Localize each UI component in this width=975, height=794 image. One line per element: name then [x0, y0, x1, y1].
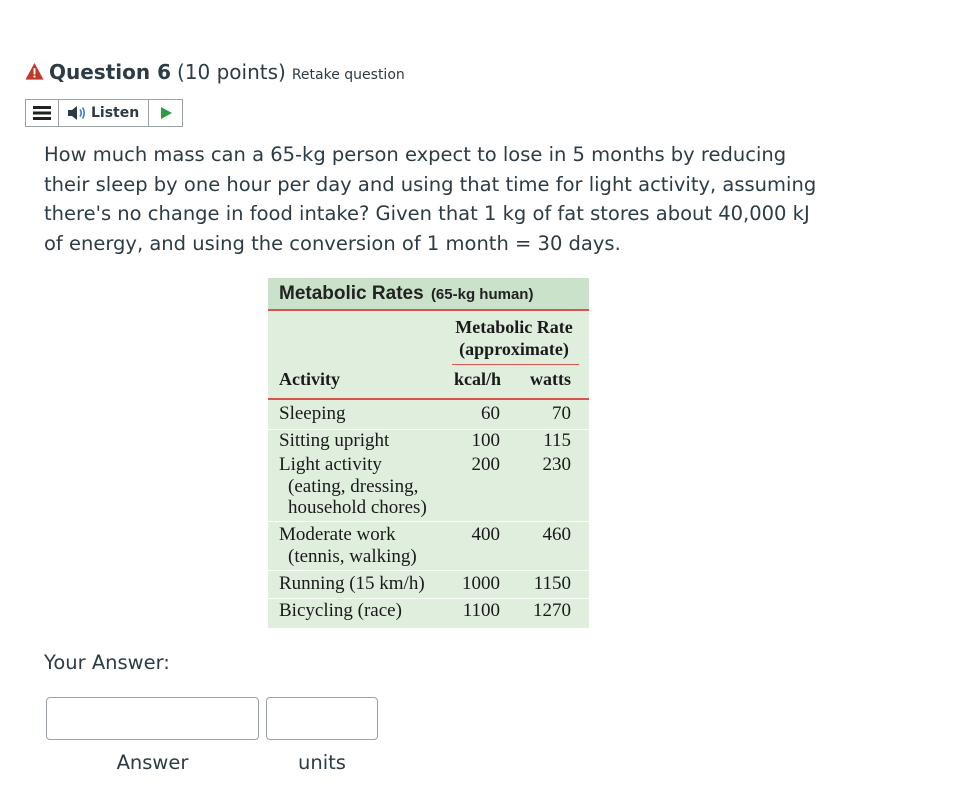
table-title-sub: (65-kg human): [430, 286, 534, 303]
rate-header-line2: (approximate): [459, 339, 569, 359]
answer-value-input[interactable]: [46, 697, 259, 740]
header-rule: [268, 398, 589, 400]
row-watts: 70: [552, 403, 571, 424]
rate-header: [448, 316, 580, 360]
question-points: (10 points): [176, 60, 286, 84]
table-title-text: Metabolic Rates: [279, 283, 424, 304]
row-activity-detail: (eating, dressing,: [288, 476, 419, 497]
row-activity: Sleeping: [279, 403, 346, 424]
question-text: How much mass can a 65-kg person expect to lose in 5 months by reducing their sleep by one hour per day and using that time for light activity, assuming there's no change in food intake? Given that 1 kg of fat stores about 40,000 kJ of energy, and using the conversion of 1 month = 30 days.: [44, 143, 817, 255]
row-divider: [268, 598, 589, 599]
row-kcal: 1000: [462, 573, 500, 594]
play-button[interactable]: [149, 100, 182, 126]
metabolic-rates-table: [268, 278, 589, 628]
toolbar-menu-button[interactable]: [26, 100, 59, 126]
your-answer-label: Your Answer:: [44, 651, 170, 674]
row-activity: Sitting upright: [279, 430, 390, 451]
row-divider: [268, 521, 589, 522]
answer-value-label: Answer: [116, 751, 189, 774]
answer-units-label: units: [298, 751, 346, 774]
row-activity: Light activity: [279, 454, 382, 475]
question-header: [25, 60, 405, 84]
col-kcal-header: kcal/h: [454, 369, 502, 389]
listen-button[interactable]: [59, 100, 149, 126]
table-title: [279, 283, 533, 305]
rate-header-rule: [452, 364, 579, 365]
table-title-bar: [268, 278, 589, 311]
row-watts: 230: [542, 454, 571, 475]
listen-label: Listen: [91, 105, 140, 121]
question-title: Question 6: [49, 60, 171, 84]
row-kcal: 200: [471, 454, 500, 475]
answer-units-input[interactable]: [266, 697, 378, 740]
row-kcal: 100: [471, 430, 500, 451]
listen-toolbar: [25, 99, 183, 127]
row-watts: 460: [542, 524, 571, 545]
play-icon: [159, 106, 173, 120]
row-activity: Moderate work: [279, 524, 396, 545]
rate-header-line1: Metabolic Rate: [455, 317, 573, 337]
row-kcal: 1100: [462, 600, 500, 621]
row-divider: [268, 570, 589, 571]
row-watts: 115: [543, 430, 571, 451]
col-activity-header: Activity: [279, 369, 340, 389]
row-activity: Running (15 km/h): [279, 573, 425, 594]
row-kcal: 60: [481, 403, 500, 424]
row-activity: Bicycling (race): [279, 600, 402, 621]
row-activity-detail: (tennis, walking): [288, 546, 417, 567]
speaker-icon: [67, 105, 87, 121]
retake-question-link[interactable]: Retake question: [291, 67, 405, 83]
row-watts: 1150: [533, 573, 571, 594]
hamburger-menu-icon: [33, 106, 51, 120]
row-kcal: 400: [471, 524, 500, 545]
warning-icon: [25, 62, 44, 81]
row-watts: 1270: [533, 600, 571, 621]
row-activity-detail: household chores): [288, 497, 427, 518]
col-watts-header: watts: [530, 369, 571, 389]
